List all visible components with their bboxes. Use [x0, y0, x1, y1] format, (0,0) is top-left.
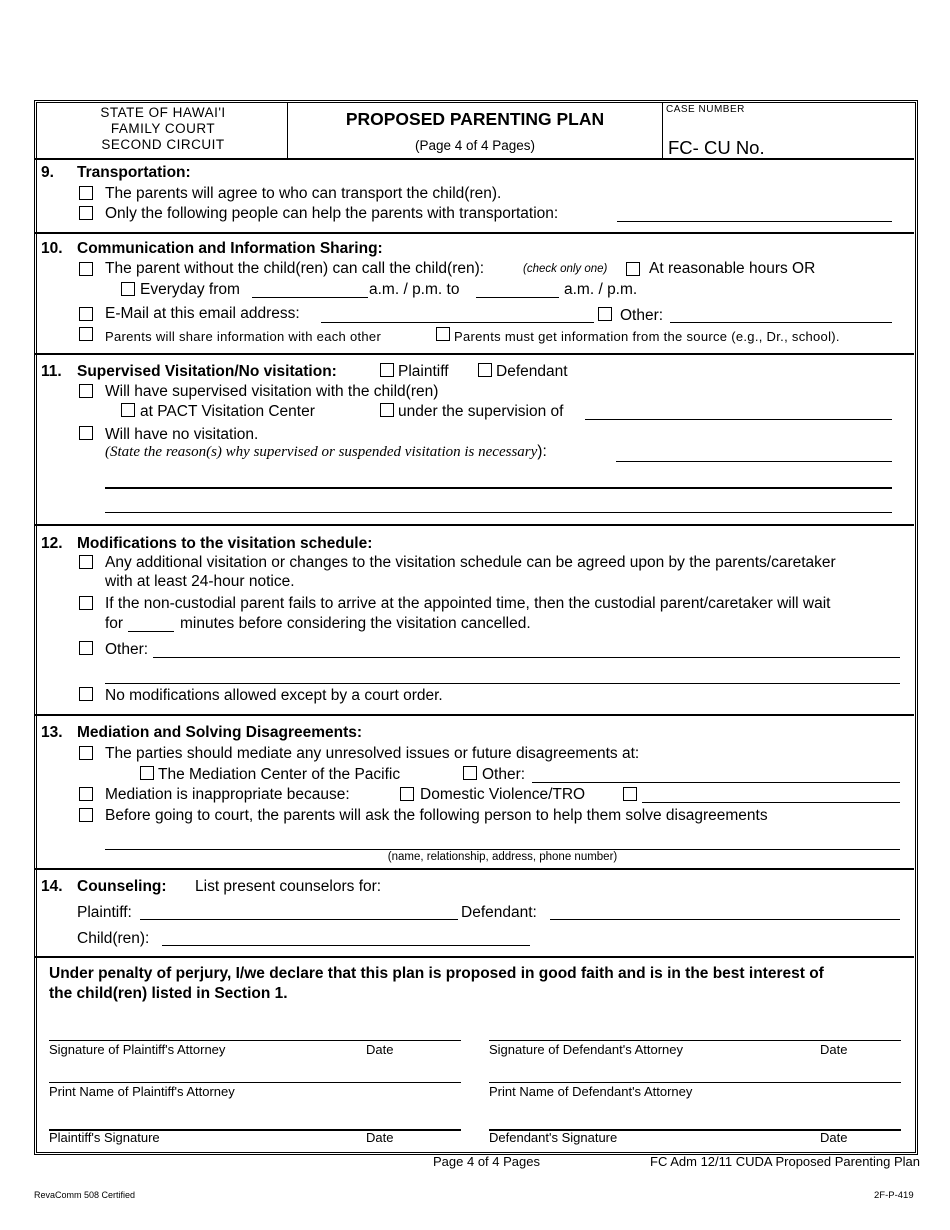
section-number: 13.	[41, 724, 63, 741]
section-number: 11.	[41, 363, 62, 380]
option-label: Other:	[620, 307, 664, 324]
checkbox[interactable]	[140, 766, 154, 780]
option-label: Domestic Violence/TRO	[420, 786, 586, 803]
date-label: Date	[366, 1130, 394, 1145]
checkbox[interactable]	[400, 787, 414, 801]
print-name-line[interactable]	[49, 1082, 461, 1083]
section-note: List present counselors for:	[195, 878, 382, 895]
option-label: Any additional visitation or changes to the visitation schedule can be agreed upon by the parents/caretaker	[105, 554, 836, 571]
reason-field-line[interactable]	[105, 512, 892, 513]
option-label: Mediation is inappropriate because:	[105, 786, 350, 803]
court-family: FAMILY COURT	[110, 121, 216, 136]
section-divider	[34, 353, 914, 355]
option-label: Parents will share information with each other	[105, 329, 382, 344]
option-label: The parties should mediate any unresolved issues or future disagreements at:	[105, 745, 640, 762]
checkbox[interactable]	[121, 403, 135, 417]
field-label: Defendant:	[461, 904, 537, 921]
checkbox[interactable]	[79, 787, 93, 801]
time-to-field[interactable]	[476, 297, 559, 298]
footer-form-code: 2F-P-419	[874, 1190, 914, 1201]
option-label: at PACT Visitation Center	[140, 403, 315, 420]
reason-field[interactable]	[616, 461, 892, 462]
children-counselor-field[interactable]	[162, 945, 530, 946]
declaration-text: Under penalty of perjury, I/we declare that this plan is proposed in good faith and is in the best interest of	[49, 965, 824, 982]
option-label: Before going to court, the parents will ask the following person to help them solve disagreements	[105, 807, 768, 824]
option-label: If the non-custodial parent fails to arrive at the appointed time, then the custodial parent/caretaker will wait	[105, 595, 831, 612]
reason-instruction: (State the reason(s) why supervised or suspended visitation is necessary):	[105, 443, 547, 460]
footer-form-id: FC Adm 12/11 CUDA Proposed Parenting Plan	[650, 1154, 921, 1169]
signature-label: Print Name of Defendant's Attorney	[489, 1084, 693, 1099]
option-label: Parents must get information from the source (e.g., Dr., school).	[454, 329, 840, 344]
other-field-line[interactable]	[105, 683, 900, 684]
checkbox[interactable]	[436, 327, 450, 341]
section-divider	[34, 524, 914, 526]
minutes-field[interactable]	[128, 631, 174, 632]
checkbox[interactable]	[79, 641, 93, 655]
signature-line[interactable]	[489, 1040, 901, 1041]
option-label: Defendant	[496, 363, 568, 380]
option-label: Only the following people can help the parents with transportation:	[105, 205, 559, 222]
option-label: The parent without the child(ren) can call the child(ren):	[105, 260, 485, 277]
checkbox[interactable]	[79, 262, 93, 276]
section-divider	[34, 868, 914, 870]
case-number-label: CASE NUMBER	[666, 104, 745, 115]
option-label: The parents will agree to who can transport the child(ren).	[105, 185, 502, 202]
option-label: a.m. / p.m. to	[369, 281, 460, 298]
option-label: Will have no visitation.	[105, 426, 259, 443]
checkbox[interactable]	[478, 363, 492, 377]
checkbox[interactable]	[79, 596, 93, 610]
option-label: Plaintiff	[398, 363, 449, 380]
checkbox[interactable]	[598, 307, 612, 321]
checkbox[interactable]	[79, 384, 93, 398]
section-heading: Counseling:	[77, 878, 167, 895]
section-heading: Mediation and Solving Disagreements:	[77, 724, 363, 741]
signature-label: Signature of Plaintiff's Attorney	[49, 1042, 226, 1057]
section-divider	[34, 232, 914, 234]
option-label: under the supervision of	[398, 403, 564, 420]
option-label: Other:	[105, 641, 149, 658]
date-label: Date	[366, 1042, 394, 1057]
checkbox[interactable]	[79, 206, 93, 220]
checkbox[interactable]	[79, 327, 93, 341]
court-circuit: SECOND CIRCUIT	[101, 137, 225, 152]
other-field[interactable]	[153, 657, 900, 658]
checkbox[interactable]	[79, 186, 93, 200]
option-label: The Mediation Center of the Pacific	[158, 766, 401, 783]
signature-line[interactable]	[49, 1040, 461, 1041]
option-label: Everyday from	[140, 281, 240, 298]
time-from-field[interactable]	[252, 297, 368, 298]
defendant-counselor-field[interactable]	[550, 919, 900, 920]
court-block	[40, 105, 286, 153]
header-divider	[662, 102, 663, 158]
transport-people-field[interactable]	[617, 221, 892, 222]
checkbox[interactable]	[380, 363, 394, 377]
section-heading: Modifications to the visitation schedule:	[77, 535, 373, 552]
option-label: for	[105, 615, 124, 632]
section-heading: Transportation:	[77, 164, 191, 181]
date-label: Date	[820, 1042, 848, 1057]
other-field[interactable]	[532, 782, 900, 783]
checkbox[interactable]	[380, 403, 394, 417]
declaration-text: the child(ren) listed in Section 1.	[49, 985, 288, 1002]
section-number: 14.	[41, 878, 63, 895]
section-divider	[34, 158, 914, 160]
other-reason-field[interactable]	[642, 802, 900, 803]
option-label: a.m. / p.m.	[564, 281, 638, 298]
checkbox[interactable]	[79, 555, 93, 569]
section-heading: Communication and Information Sharing:	[77, 240, 383, 257]
section-divider	[34, 956, 914, 958]
option-label: Other:	[482, 766, 526, 783]
checkbox[interactable]	[626, 262, 640, 276]
page-title: PROPOSED PARENTING PLAN	[345, 109, 605, 129]
mediator-field[interactable]	[105, 849, 900, 850]
section-number: 12.	[41, 535, 63, 552]
case-number-value[interactable]: FC- CU No.	[668, 137, 765, 158]
reason-field-line[interactable]	[105, 487, 892, 489]
supervisor-field[interactable]	[585, 419, 892, 420]
option-label: At reasonable hours OR	[649, 260, 816, 277]
date-label: Date	[820, 1130, 848, 1145]
checkbox[interactable]	[623, 787, 637, 801]
checkbox[interactable]	[79, 307, 93, 321]
signature-label: Print Name of Plaintiff's Attorney	[49, 1084, 235, 1099]
instruction-note: (check only one)	[523, 263, 608, 275]
signature-label: Defendant's Signature	[489, 1130, 618, 1145]
checkbox[interactable]	[121, 282, 135, 296]
plaintiff-counselor-field[interactable]	[140, 919, 458, 920]
footer-certification: RevaComm 508 Certified	[34, 1190, 136, 1200]
field-label: Plaintiff:	[77, 904, 132, 921]
footer-page-number: Page 4 of 4 Pages	[433, 1154, 540, 1169]
section-number: 10.	[41, 240, 63, 257]
other-field[interactable]	[670, 322, 892, 323]
option-label: No modifications allowed except by a court order.	[105, 687, 443, 704]
section-number: 9.	[41, 164, 54, 181]
print-name-line[interactable]	[489, 1082, 901, 1083]
email-field[interactable]	[321, 322, 594, 323]
page-count: (Page 4 of 4 Pages)	[414, 138, 536, 153]
option-label: E-Mail at this email address:	[105, 305, 300, 322]
court-state: STATE OF HAWAI'I	[100, 105, 226, 120]
checkbox[interactable]	[79, 426, 93, 440]
checkbox[interactable]	[79, 746, 93, 760]
checkbox[interactable]	[79, 808, 93, 822]
field-caption: (name, relationship, address, phone number)	[387, 851, 618, 863]
section-divider	[34, 714, 914, 716]
option-label: with at least 24-hour notice.	[105, 573, 295, 590]
option-label: minutes before considering the visitation cancelled.	[180, 615, 531, 632]
signature-label: Signature of Defendant's Attorney	[489, 1042, 683, 1057]
checkbox[interactable]	[463, 766, 477, 780]
checkbox[interactable]	[79, 687, 93, 701]
option-label: Will have supervised visitation with the child(ren)	[105, 383, 439, 400]
signature-label: Plaintiff's Signature	[49, 1130, 160, 1145]
section-heading: Supervised Visitation/No visitation:	[77, 363, 337, 380]
field-label: Child(ren):	[77, 930, 150, 947]
